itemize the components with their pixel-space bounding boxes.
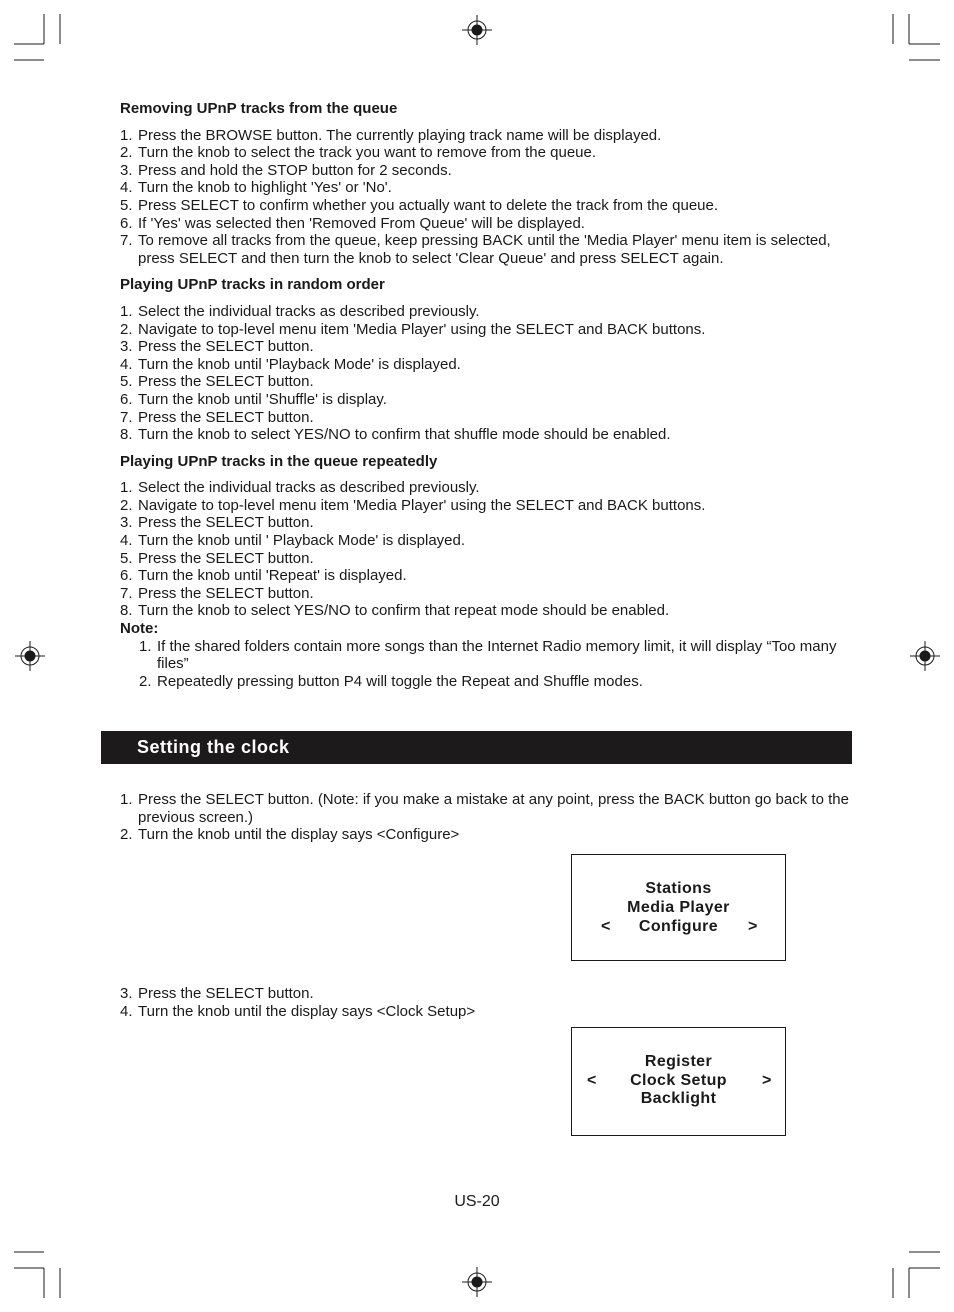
right-arrow-icon: > xyxy=(762,1072,772,1089)
registration-mark-top xyxy=(462,15,492,45)
step-item: 4. Turn the knob until the display says <Clock Setup> xyxy=(120,1002,476,1020)
step-item: 3. Press and hold the STOP button for 2 seconds. xyxy=(120,161,452,179)
section-heading: Playing UPnP tracks in random order xyxy=(120,276,385,294)
clock-steps-second xyxy=(120,985,860,1020)
manual-content xyxy=(120,100,860,690)
left-arrow-icon: < xyxy=(601,918,611,935)
page-number: US-20 xyxy=(454,1193,500,1210)
section-heading: Playing UPnP tracks in the queue repeatedly xyxy=(120,452,438,470)
step-item: 4. Turn the knob to highlight 'Yes' or 'No'. xyxy=(120,179,392,197)
step-item: 6. Turn the knob until 'Shuffle' is display. xyxy=(120,390,387,408)
step-item: 8. Turn the knob to select YES/NO to confirm that repeat mode should be enabled. xyxy=(120,602,670,620)
note-item: 1. If the shared folders contain more songs than the Internet Radio memory limit, it will display “Too many files” xyxy=(139,637,837,673)
steps-list xyxy=(120,127,860,268)
registration-mark-bottom xyxy=(462,1267,492,1297)
step-item: 3. Press the SELECT button. xyxy=(120,514,314,532)
lcd-line: Stations xyxy=(645,880,712,897)
step-item: 2. Turn the knob to select the track you want to remove from the queue. xyxy=(120,144,597,162)
step-item: 8. Turn the knob to select YES/NO to confirm that shuffle mode should be enabled. xyxy=(120,426,671,444)
step-item: 1. Select the individual tracks as described previously. xyxy=(120,302,480,320)
step-item: 2. Navigate to top-level menu item 'Media Player' using the SELECT and BACK buttons. xyxy=(120,496,706,514)
lcd-line: Register xyxy=(644,1053,713,1070)
lcd-display-clock-setup xyxy=(571,1027,786,1136)
registration-mark-right xyxy=(910,641,940,671)
lcd-line-selected: Clock Setup xyxy=(630,1072,727,1089)
step-item: 7. Press the SELECT button. xyxy=(120,408,314,426)
lcd-display-configure xyxy=(571,854,786,961)
step-item: 7. Press the SELECT button. xyxy=(120,584,314,602)
lcd-line: Backlight xyxy=(640,1090,717,1107)
section-heading: Removing UPnP tracks from the queue xyxy=(120,100,398,117)
step-item: 6. Turn the knob until 'Repeat' is displayed. xyxy=(120,567,407,585)
step-item: 2. Turn the knob until the display says <Configure> xyxy=(120,826,460,844)
right-arrow-icon: > xyxy=(748,918,758,935)
step-item: 3. Press the SELECT button. xyxy=(120,985,314,1002)
steps-list xyxy=(120,791,860,844)
left-arrow-icon: < xyxy=(587,1072,597,1089)
step-item: 2. Navigate to top-level menu item 'Media Player' using the SELECT and BACK buttons. xyxy=(120,320,706,338)
steps-list xyxy=(120,303,860,444)
step-item: 1. Press the BROWSE button. The currently playing track name will be displayed. xyxy=(120,126,662,144)
section-banner: Setting the clock xyxy=(101,731,852,764)
step-item: 1. Select the individual tracks as described previously. xyxy=(120,479,480,497)
clock-steps-first xyxy=(120,791,860,844)
lcd-line: Media Player xyxy=(627,899,730,916)
step-item: 4. Turn the knob until 'Playback Mode' is displayed. xyxy=(120,355,461,373)
step-item: 5. Press SELECT to confirm whether you actually want to delete the track from the queue. xyxy=(120,196,719,214)
step-item: 5. Press the SELECT button. xyxy=(120,549,314,567)
section-random-order xyxy=(120,276,860,443)
note-item: 2. Repeatedly pressing button P4 will toggle the Repeat and Shuffle modes. xyxy=(139,672,643,690)
step-item: 1. Press the SELECT button. (Note: if you make a mistake at any point, press the BACK button go back to the previous screen.) xyxy=(120,791,849,826)
step-item: 6. If 'Yes' was selected then 'Removed From Queue' will be displayed. xyxy=(120,214,585,232)
step-item: 7. To remove all tracks from the queue, keep pressing BACK until the 'Media Player' menu item is selected, press SELECT and then turn the knob to select 'Clear Queue' and press SELECT again. xyxy=(120,232,831,267)
section-removing-tracks xyxy=(120,100,860,267)
steps-list xyxy=(120,479,860,620)
step-item: 5. Press the SELECT button. xyxy=(120,373,314,391)
note-label: Note: xyxy=(120,620,159,638)
step-item: 3. Press the SELECT button. xyxy=(120,338,314,356)
registration-mark-left xyxy=(15,641,45,671)
notes-list xyxy=(139,638,860,691)
steps-list xyxy=(120,985,860,1020)
step-item: 4. Turn the knob until ' Playback Mode' is displayed. xyxy=(120,532,466,550)
section-repeat-queue xyxy=(120,453,860,691)
lcd-line-selected: Configure xyxy=(638,918,719,935)
